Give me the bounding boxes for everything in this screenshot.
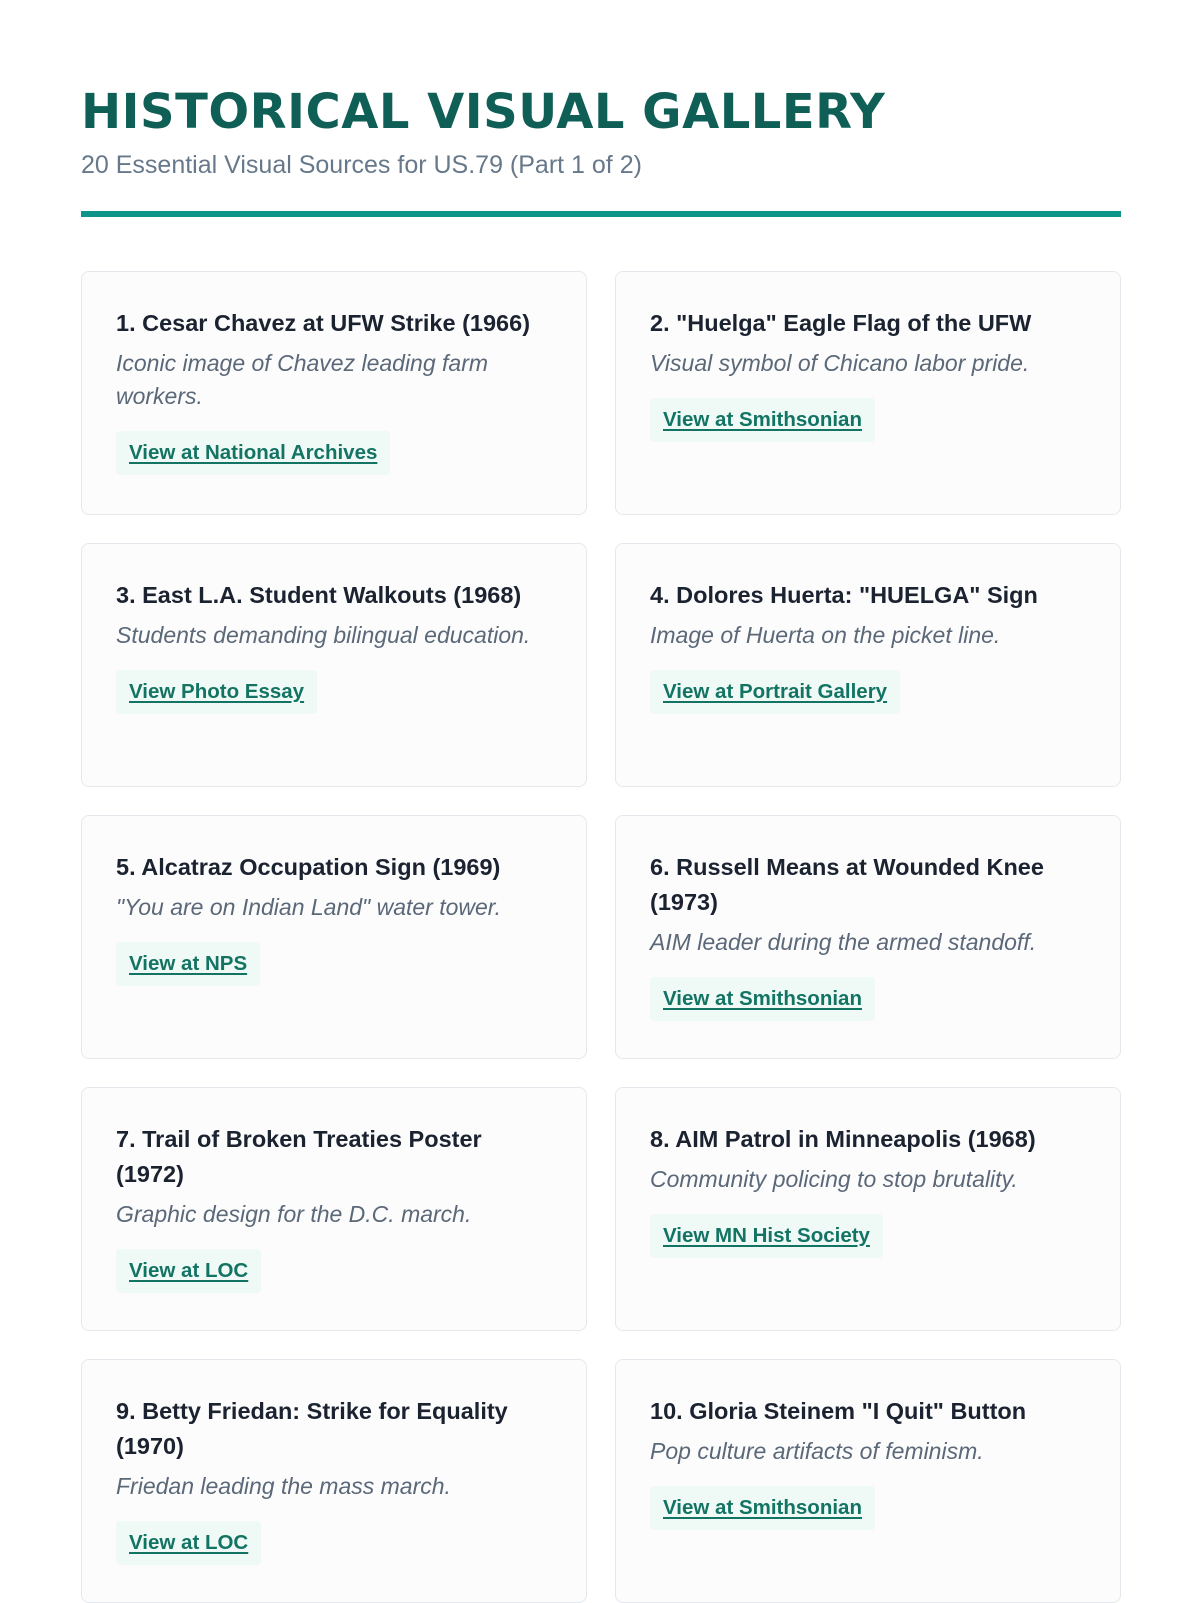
card-title: 3. East L.A. Student Walkouts (1968) [116,582,522,608]
card-description: Friedan leading the mass march. [116,1473,451,1499]
view-source-link[interactable]: View at Smithsonian [650,1486,875,1530]
view-source-link[interactable]: View at Smithsonian [650,977,875,1021]
gallery-grid [81,271,1121,1603]
card-title: 6. Russell Means at Wounded Knee (1973) [650,854,1044,915]
card-description: Graphic design for the D.C. march. [116,1201,472,1227]
card-title: 1. Cesar Chavez at UFW Strike (1966) [116,310,531,336]
source-card [615,543,1121,787]
card-title: 2. "Huelga" Eagle Flag of the UFW [650,310,1032,336]
card-description: Students demanding bilingual education. [116,622,531,648]
view-source-link[interactable]: View at National Archives [116,431,390,475]
card-title: 8. AIM Patrol in Minneapolis (1968) [650,1126,1036,1152]
card-description: Iconic image of Chavez leading farm workers. [116,350,489,409]
source-card [615,815,1121,1059]
page-title: HISTORICAL VISUAL GALLERY [81,84,886,140]
view-source-link[interactable]: View MN Hist Society [650,1214,883,1258]
card-title: 5. Alcatraz Occupation Sign (1969) [116,854,501,880]
card-description: Image of Huerta on the picket line. [650,622,1001,648]
view-source-link[interactable]: View at Smithsonian [650,398,875,442]
page-subtitle: 20 Essential Visual Sources for US.79 (Part 1 of 2) [81,151,642,179]
card-description: "You are on Indian Land" water tower. [116,894,502,920]
card-title: 4. Dolores Huerta: "HUELGA" Sign [650,582,1038,608]
card-title: 10. Gloria Steinem "I Quit" Button [650,1398,1027,1424]
source-card [81,1087,587,1331]
card-title: 9. Betty Friedan: Strike for Equality (1970) [116,1398,508,1459]
source-card [615,1087,1121,1331]
card-description: Community policing to stop brutality. [650,1166,1018,1192]
source-card [615,1359,1121,1603]
source-card [81,815,587,1059]
source-card [81,543,587,787]
view-source-link[interactable]: View at NPS [116,942,260,986]
card-description: Visual symbol of Chicano labor pride. [650,350,1030,376]
view-source-link[interactable]: View at LOC [116,1249,261,1293]
card-title: 7. Trail of Broken Treaties Poster (1972) [116,1126,482,1187]
source-card [615,271,1121,515]
view-source-link[interactable]: View at LOC [116,1521,261,1565]
card-description: Pop culture artifacts of feminism. [650,1438,984,1464]
card-description: AIM leader during the armed standoff. [650,929,1037,955]
source-card [81,271,587,515]
source-card [81,1359,587,1603]
header-divider [81,211,1121,217]
view-source-link[interactable]: View at Portrait Gallery [650,670,900,714]
view-source-link[interactable]: View Photo Essay [116,670,317,714]
